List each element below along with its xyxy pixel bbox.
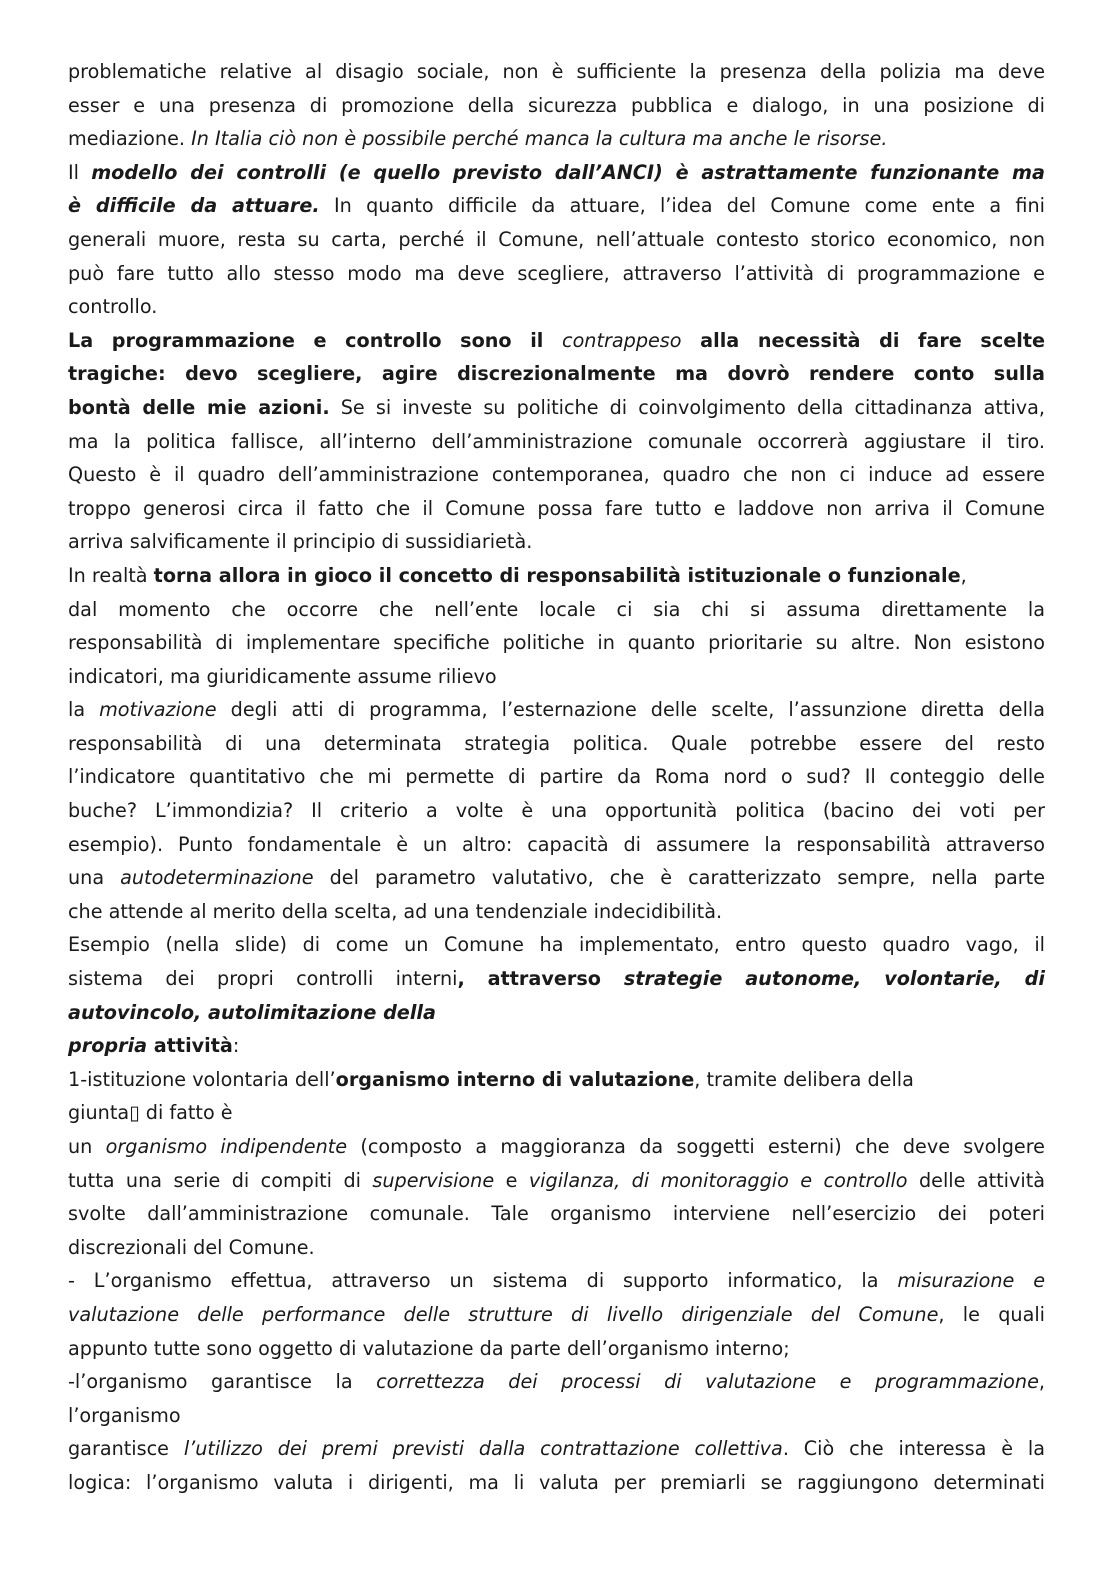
text-line	[68, 1399, 1045, 1433]
text-run: responsabilità di una determinata strategia politica. Quale potrebbe essere del resto	[68, 731, 1045, 755]
text-run: controllo.	[68, 295, 158, 319]
text-run: torna allora in gioco il concetto di responsabilità istituzionale o funzionale	[153, 563, 961, 587]
text-line	[68, 1164, 1045, 1198]
text-run: organismo indipendente	[105, 1135, 348, 1158]
text-line	[68, 357, 1045, 391]
text-run: Il	[68, 160, 92, 184]
text-run: e	[494, 1168, 529, 1192]
text-line	[68, 1332, 1045, 1366]
text-line	[68, 760, 1045, 794]
text-run: In Italia ciò non è possibile perché manca la cultura ma anche le risorse.	[191, 127, 888, 151]
text-run: contrappeso	[562, 328, 682, 352]
text-line	[68, 1432, 1045, 1466]
text-run: garantisce	[68, 1437, 184, 1461]
text-run: ,	[960, 563, 967, 587]
text-run: responsabilità di implementare specifiche politiche in quanto prioritarie su altre. Non esistono	[68, 631, 1045, 655]
text-line	[68, 996, 1045, 1030]
text-line	[68, 324, 1045, 358]
text-run: svolte dall’amministrazione comunale. Tale organismo interviene nell’esercizio dei poteri	[68, 1202, 1045, 1226]
text-run: -l’organismo garantisce la	[68, 1370, 377, 1394]
text-line	[68, 828, 1045, 862]
text-run: problematiche relative al disagio sociale, non è sufficiente la presenza della polizia ma deve	[68, 60, 1045, 83]
text-line	[68, 1264, 1045, 1298]
text-line	[68, 559, 1045, 593]
text-run: (composto a maggioranza da soggetti esterni) che deve svolgere	[347, 1135, 1045, 1158]
text-run: che attende al merito della scelta, ad una tendenziale indecidibilità.	[68, 899, 723, 923]
text-run: attività	[147, 1034, 233, 1058]
text-line	[68, 290, 1045, 324]
text-run: sistema dei propri controlli interni	[68, 967, 458, 991]
text-run: . Ciò che interessa è la	[782, 1437, 1045, 1461]
text-run: la	[68, 698, 100, 722]
text-run: supervisione	[372, 1168, 495, 1192]
text-line	[68, 391, 1045, 425]
text-line	[68, 492, 1045, 526]
text-line	[68, 1029, 1045, 1063]
text-run: vigilanza, di monitoraggio e controllo	[528, 1168, 908, 1192]
text-run: 1-istituzione volontaria dell’	[68, 1067, 336, 1091]
text-line	[68, 122, 1045, 156]
text-run: alla necessità di fare scelte	[681, 328, 1046, 352]
text-run: una	[68, 866, 121, 890]
text-run: autovincolo, autolimitazione della	[68, 1000, 436, 1024]
text-run: esser e una presenza di promozione della sicurezza pubblica e dialogo, in una posizione di	[68, 93, 1045, 117]
text-run: l’indicatore quantitativo che mi permette di partire da Roma nord o sud? Il conteggio delle	[68, 765, 1045, 789]
text-run: organismo interno di valutazione	[335, 1067, 695, 1091]
text-run: logica: l’organismo valuta i dirigenti, ma li valuta per premiarli se raggiungono determinati	[68, 1470, 1045, 1494]
text-line	[68, 89, 1045, 123]
text-run: troppo generosi circa il fatto che il Comune possa fare tutto e laddove non arriva il Comune	[68, 496, 1045, 520]
text-run: può fare tutto allo stesso modo ma deve scegliere, attraverso l’attività di programmazione e	[68, 261, 1045, 285]
text-run: valutazione delle performance delle strutture di livello dirigenziale del Comune	[68, 1302, 939, 1326]
text-line	[68, 189, 1045, 223]
text-run: La programmazione e controllo sono il	[68, 328, 563, 352]
text-line	[68, 861, 1045, 895]
text-run: Esempio (nella slide) di come un Comune ha implementato, entro questo quadro vago, il	[68, 933, 1045, 957]
text-run: motivazione	[99, 698, 217, 722]
text-run: di fatto è	[139, 1101, 233, 1125]
text-run: esempio). Punto fondamentale è un altro: capacità di assumere la responsabilità attraverso	[68, 832, 1045, 856]
text-run: :	[232, 1034, 240, 1058]
text-run: indicatori, ma giuridicamente assume rilievo	[68, 664, 497, 688]
text-run: , attraverso	[457, 967, 624, 991]
text-run: degli atti di programma, l’esternazione delle scelte, l’assunzione diretta della	[216, 698, 1045, 722]
text-run: bontà delle mie azioni.	[68, 395, 330, 419]
text-run: del parametro valutativo, che è caratterizzato sempre, nella parte	[313, 866, 1045, 890]
text-run: dal momento che occorre che nell’ente locale ci sia chi si assuma direttamente la	[68, 597, 1045, 621]
text-line	[68, 693, 1045, 727]
text-run: Se si investe su politiche di coinvolgimento della cittadinanza attiva,	[329, 395, 1046, 419]
text-run: discrezionali del Comune.	[68, 1235, 315, 1259]
text-run: mediazione.	[68, 127, 192, 151]
text-line	[68, 1096, 1045, 1130]
text-line	[68, 895, 1045, 929]
text-run: l’organismo	[68, 1403, 181, 1427]
text-run: generali muore, resta su carta, perché il Comune, nell’attuale contesto storico economico, non	[68, 227, 1045, 251]
text-run: - L’organismo effettua, attraverso un sistema di supporto informatico, la	[68, 1269, 898, 1293]
text-run: arriva salvificamente il principio di sussidiarietà.	[68, 530, 533, 554]
text-run: Questo è il quadro dell’amministrazione contemporanea, quadro che non ci induce ad essere	[68, 463, 1045, 487]
document-page	[68, 55, 1045, 1500]
text-run: appunto tutte sono oggetto di valutazione da parte dell’organismo interno;	[68, 1336, 790, 1360]
text-run: buche? L’immondizia? Il criterio a volte è una opportunità politica (bacino dei voti per	[68, 799, 1045, 823]
text-line	[68, 928, 1045, 962]
text-run: , tramite delibera della	[694, 1067, 914, 1091]
text-run: giunta	[68, 1101, 130, 1125]
text-line	[68, 1298, 1045, 1332]
text-run: strategie autonome, volontarie, di	[623, 967, 1045, 991]
text-line	[68, 626, 1045, 660]
text-run: , le quali	[938, 1302, 1045, 1326]
text-run: propria	[68, 1034, 148, 1058]
text-run: correttezza dei processi di valutazione e programmazione	[376, 1370, 1039, 1394]
text-run: tragiche: devo scegliere, agire discrezionalmente ma dovrò rendere conto sulla	[68, 362, 1045, 386]
text-line	[68, 525, 1045, 559]
text-run: tutta una serie di compiti di	[68, 1168, 373, 1192]
text-run: un	[68, 1135, 106, 1158]
text-line	[68, 1197, 1045, 1231]
text-line	[68, 1365, 1045, 1399]
text-line	[68, 1466, 1045, 1500]
text-line	[68, 425, 1045, 459]
text-line	[68, 257, 1045, 291]
text-line	[68, 794, 1045, 828]
text-run: In quanto difficile da attuare, l’idea del Comune come ente a fini	[319, 194, 1045, 218]
text-line	[68, 223, 1045, 257]
text-line	[68, 660, 1045, 694]
text-line	[68, 1063, 1045, 1097]
text-line	[68, 1130, 1045, 1164]
text-run: ▯	[129, 1101, 140, 1125]
text-line	[68, 593, 1045, 627]
text-run: In realtà	[68, 563, 154, 587]
text-run: autodeterminazione	[120, 866, 314, 890]
text-line	[68, 156, 1045, 190]
text-run: modello dei controlli (e quello previsto dall’ANCI) è astrattamente funzionante ma	[91, 160, 1045, 184]
text-line	[68, 55, 1045, 89]
text-run: l’utilizzo dei premi previsti dalla contrattazione collettiva	[183, 1437, 783, 1461]
text-run: ma la politica fallisce, all’interno dell’amministrazione comunale occorrerà aggiustare il tiro.	[68, 429, 1045, 453]
text-line	[68, 458, 1045, 492]
text-run: misurazione e	[897, 1269, 1046, 1293]
text-line	[68, 962, 1045, 996]
text-line	[68, 727, 1045, 761]
text-run: delle attività	[907, 1168, 1045, 1192]
text-run: è difficile da attuare.	[68, 194, 320, 218]
text-run: ,	[1038, 1370, 1045, 1394]
text-line	[68, 1231, 1045, 1265]
